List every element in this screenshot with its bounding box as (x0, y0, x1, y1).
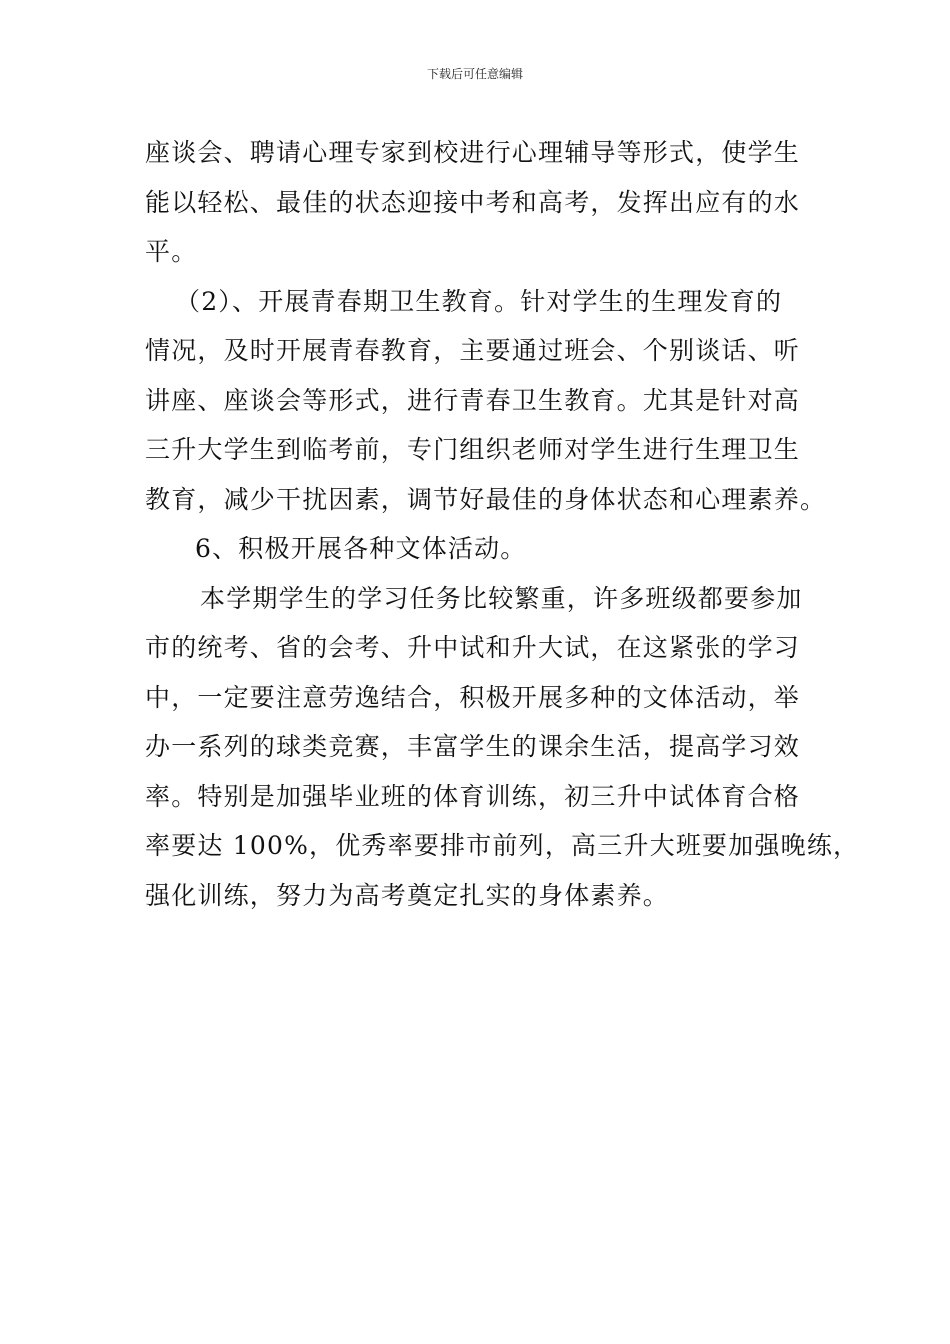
paragraph-line: （2）、开展青春期卫生教育。针对学生的生理发育的 (175, 286, 783, 316)
page-header: 下载后可任意编辑 (426, 67, 523, 81)
paragraph-line: 市的统考、省的会考、升中试和升大试，在这紧张的学习 (145, 633, 801, 662)
paragraph-line: 座谈会、聘请心理专家到校进行心理辅导等形式，使学生 (145, 138, 801, 167)
paragraph-line: 情况，及时开展青春教育，主要通过班会、个别谈话、听 (145, 336, 801, 365)
paragraph-line: 能以轻松、最佳的状态迎接中考和高考，发挥出应有的水 (145, 187, 801, 217)
paragraph-line: 中，一定要注意劳逸结合，积极开展多种的文体活动，举 (145, 682, 801, 712)
paragraph-line: 三升大学生到临考前，专门组织老师对学生进行生理卫生 (145, 435, 801, 464)
paragraph-line: 本学期学生的学习任务比较繁重，许多班级都要参加 (200, 583, 803, 613)
paragraph-line: 教育，减少干扰因素，调节好最佳的身体状态和心理素养。 (145, 484, 827, 514)
paragraph-line: 平。 (145, 237, 198, 266)
section-heading: 6、积极开展各种文体活动。 (195, 534, 527, 563)
paragraph-line: 讲座、座谈会等形式，进行青春卫生教育。尤其是针对高 (145, 385, 801, 415)
paragraph-line: 率。特别是加强毕业班的体育训练，初三升中试体育合格 (145, 781, 801, 811)
document-body (145, 128, 860, 920)
paragraph-line: 率要达 100%，优秀率要排市前列，高三升大班要加强晚练， (145, 831, 860, 860)
paragraph-line: 办一系列的球类竞赛，丰富学生的课余生活，提高学习效 (145, 732, 801, 761)
paragraph-line: 强化训练，努力为高考奠定扎实的身体素养。 (145, 880, 670, 910)
